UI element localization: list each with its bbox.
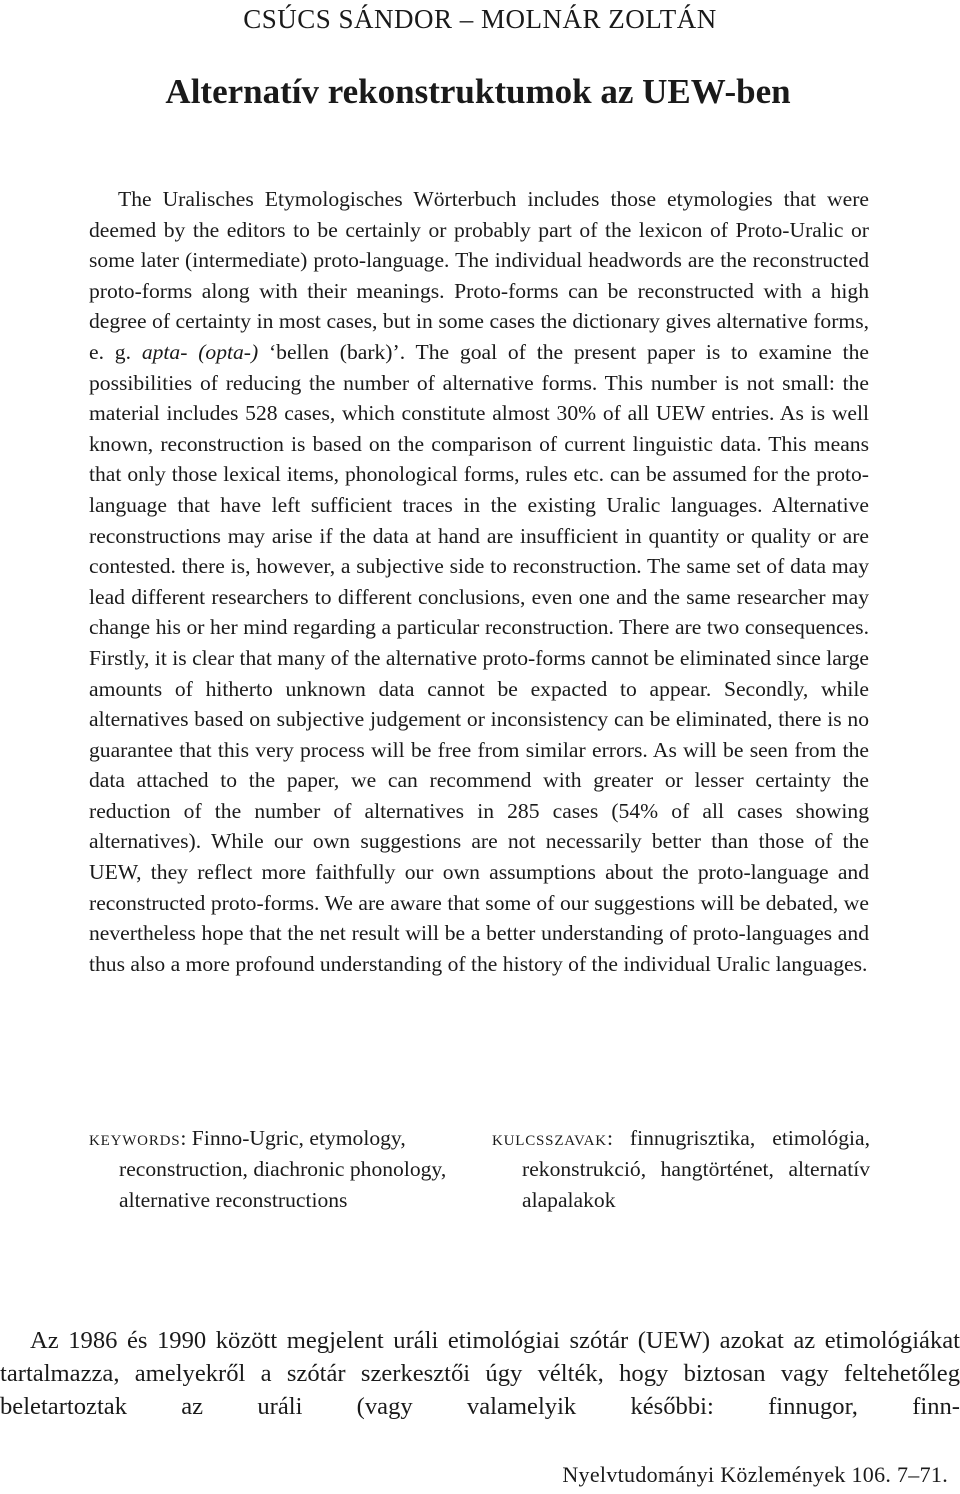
kulcsszavak-values: : finnugrisztika, etimológia, rekonstrukció, hangtörténet, alternatív alapalakok bbox=[522, 1126, 870, 1212]
authors: CSÚCS SÁNDOR – MOLNÁR ZOLTÁN bbox=[243, 4, 717, 34]
abstract-text-continued: . The goal of the present paper is to examine the possibilities of reducing the number of alternative forms. This number is not small: the material includes 528 cases, which constitute almost 30% of all UEW entries. As is well known, reconstruction is based on the comparison of current linguistic data. This means that only those lexical items, phonological forms, rules etc. can be assumed for the proto-language that have left sufficient traces in the existing Uralic languages. Alternative reconstructions may arise if the data at hand are insufficient in quantity or quality or are contested. there is, however, a subjective side to reconstruction. The same set of data may lead different researchers to different conclusions, even one and the same researcher may change his or her mind regarding a particular reconstruction. There are two consequences. Firstly, it is clear that many of the alternative proto-forms cannot be eliminated since large amounts of hitherto unknown data cannot be expacted to appear. Secondly, while alternatives based on subjective judgement or inconsistency can be eliminated, there is no guarantee that this very process will be free from similar errors. As will be seen from the data attached to the paper, we can recommend with greater or lesser certainty the reduction of the number of alternatives in 285 cases (54% of all cases showing alternatives). While our own suggestions are not necessarily better than those of the UEW, they reflect more faithfully our own assumptions about the proto-language and reconstructed proto-forms. We are aware that some of our suggestions will be debated, we nevertheless hope that the net result will be a better understanding of proto-languages and thus also a more profound understanding of the history of the individual Uralic languages. bbox=[89, 339, 869, 976]
body-paragraph bbox=[0, 1324, 960, 1423]
journal-citation: Nyelvtudományi Közlemények 106. 7–71. bbox=[562, 1462, 948, 1487]
keywords-label: keywords bbox=[89, 1126, 181, 1150]
keywords-english bbox=[89, 1123, 479, 1216]
abstract-example-form: apta- (opta-) bbox=[141, 339, 259, 364]
article-title: Alternatív rekonstruktumok az UEW-ben bbox=[165, 72, 791, 111]
keywords-values: : Finno-Ugric, etymology, reconstruction, diachronic phonology, alternative reconstructions bbox=[119, 1126, 447, 1212]
kulcsszavak-label: kulcsszavak bbox=[492, 1126, 607, 1150]
keywords-hungarian bbox=[492, 1123, 870, 1216]
abstract-example-gloss: ‘bellen (bark)’ bbox=[258, 339, 400, 364]
abstract bbox=[89, 184, 869, 979]
abstract-text: The Uralisches Etymologisches Wörterbuch includes those etymologies that were deemed by the editors to be certainly or probably part of the lexicon of Proto-Uralic or some later (intermediate) proto-language. The individual headwords are the reconstructed proto-forms along with their meanings. Proto-forms can be reconstructed with a high degree of certainty in most cases, but in some cases the dictionary gives alternative forms, e. g. bbox=[89, 187, 869, 364]
body-text: Az 1986 és 1990 között megjelent uráli etimológiai szótár (UEW) azokat az etimológiákat tartalmazza, amelyekről a szótár szerkesztői úgy vélték, hogy biztosan vagy feltehetőleg beletartoztak az uráli (vagy valamelyik későbbi: finnugor, finn- bbox=[0, 1327, 960, 1420]
